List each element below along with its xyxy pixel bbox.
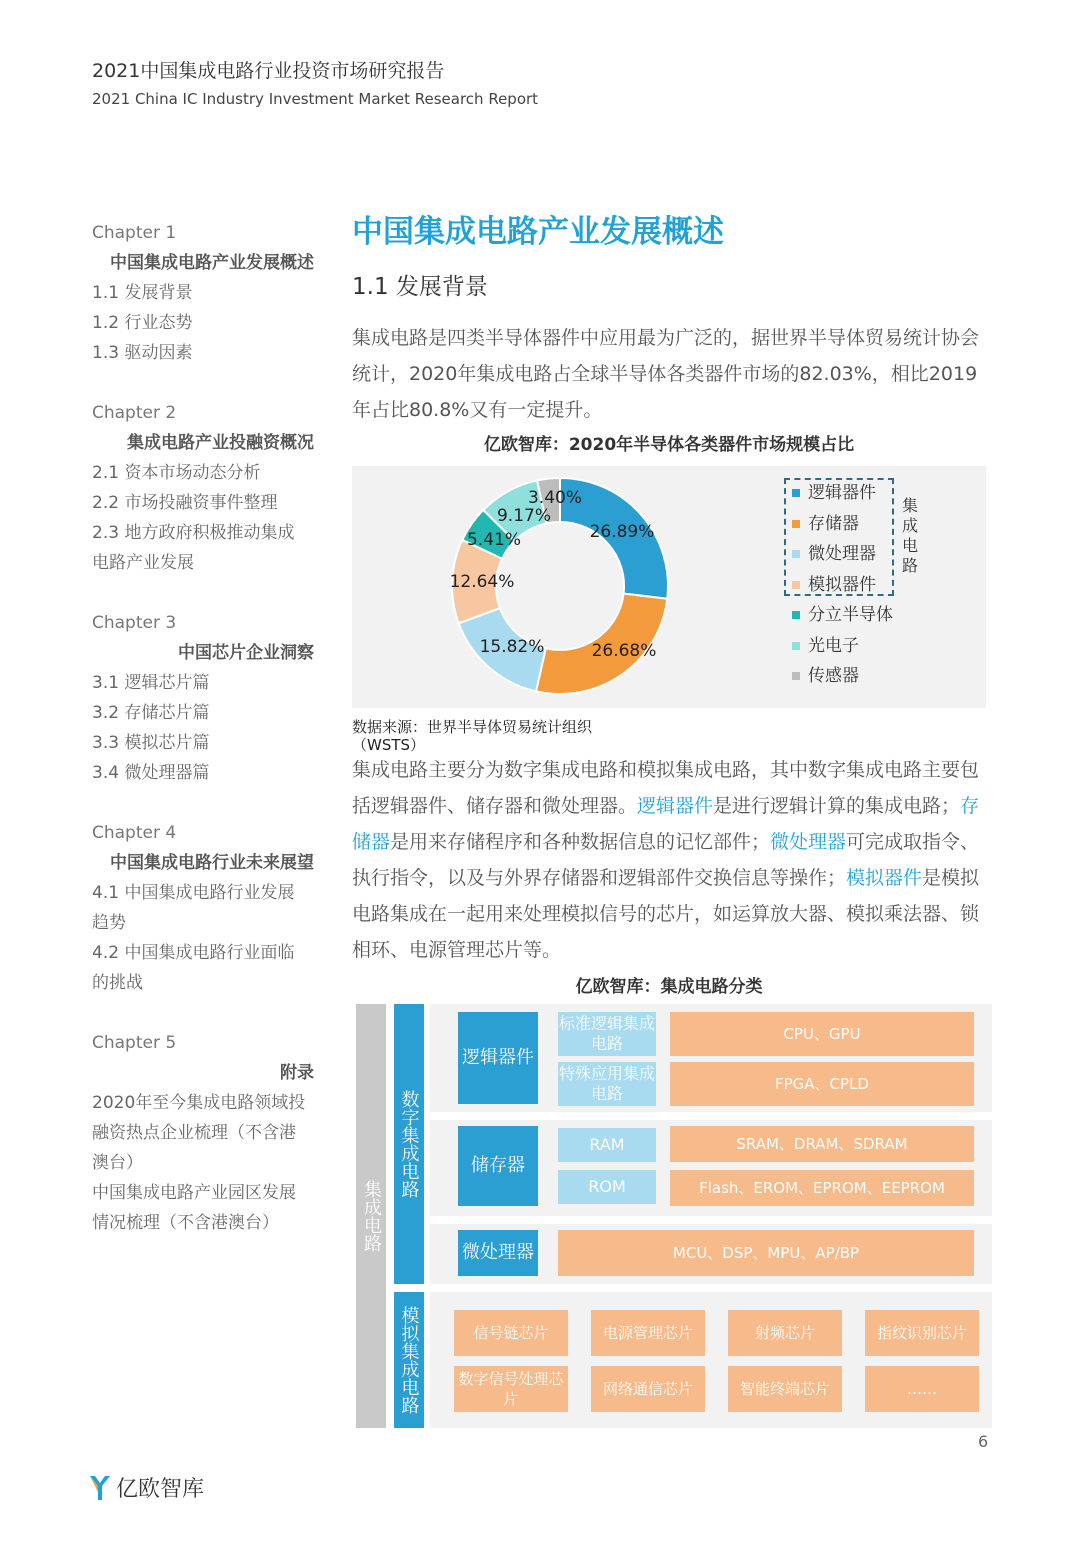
ram-box: RAM bbox=[558, 1128, 656, 1162]
highlight-analog: 模拟器件 bbox=[846, 867, 923, 889]
toc-item[interactable]: 4.2 中国集成电路行业面临 bbox=[92, 943, 295, 963]
toc-item[interactable]: 融资热点企业梳理（不含港 bbox=[92, 1123, 296, 1143]
toc-chapter-2-title[interactable]: 集成电路产业投融资概况 bbox=[127, 433, 314, 453]
logo-icon bbox=[88, 1474, 112, 1502]
memory-box: 储存器 bbox=[458, 1126, 538, 1206]
legend-swatch bbox=[792, 520, 800, 528]
diagram-title: 亿欧智库：集成电路分类 bbox=[575, 977, 763, 997]
toc-item[interactable]: 4.1 中国集成电路行业发展 bbox=[92, 883, 295, 903]
analog-chip-box: 电源管理芯片 bbox=[591, 1310, 705, 1356]
diagram-root bbox=[356, 1004, 386, 1428]
legend-swatch bbox=[792, 672, 800, 680]
slice-data-label: 26.68% bbox=[591, 641, 657, 661]
pie-chart bbox=[352, 466, 986, 708]
analog-chip-box: 智能终端芯片 bbox=[728, 1366, 842, 1412]
analog-chip-box: …… bbox=[865, 1366, 979, 1412]
legend-swatch bbox=[792, 550, 800, 558]
toc-item[interactable]: 3.3 模拟芯片篇 bbox=[92, 733, 210, 753]
asic-box: 特殊应用集成电路 bbox=[558, 1062, 656, 1106]
legend-label: 光电子 bbox=[808, 635, 859, 656]
slice-data-label: 5.41% bbox=[466, 530, 522, 550]
legend-item bbox=[792, 570, 893, 601]
slice-data-label: 26.89% bbox=[589, 522, 655, 542]
toc-item[interactable]: 2.1 资本市场动态分析 bbox=[92, 463, 261, 483]
legend-label: 模拟器件 bbox=[808, 574, 876, 595]
legend-swatch bbox=[792, 611, 800, 619]
brand-name: 亿欧智库 bbox=[116, 1477, 205, 1502]
analog-chip-box: 数字信号处理芯片 bbox=[454, 1366, 568, 1412]
rom-types-box: Flash、EROM、EPROM、EEPROM bbox=[670, 1170, 974, 1206]
fpga-cpld-box: FPGA、CPLD bbox=[670, 1062, 974, 1106]
digital-ic-label: 数字集成电路 bbox=[398, 1090, 420, 1198]
rom-box: ROM bbox=[558, 1170, 656, 1204]
toc-item[interactable]: 电路产业发展 bbox=[92, 553, 194, 573]
report-title-en: 2021 China IC Industry Investment Market Research Report bbox=[92, 90, 539, 108]
toc-item[interactable]: 1.1 发展背景 bbox=[92, 283, 193, 303]
brand-logo bbox=[88, 1472, 204, 1503]
text: 集成电路主要分为数字集成电路和模拟集成电路，其中数字集成电路主要包括逻辑器件、储存器和微处理器。 bbox=[352, 759, 980, 817]
toc-item[interactable]: 趋势 bbox=[92, 913, 126, 933]
intro-paragraph: 集成电路是四类半导体器件中应用最为广泛的，据世界半导体贸易统计协会统计，2020年集成电路占全球半导体各类器件市场的82.03%，相比2019年占比80.8%又有一定提升。 bbox=[352, 327, 980, 421]
legend-item bbox=[792, 661, 893, 692]
highlight-microprocessor: 微处理器 bbox=[770, 831, 847, 853]
legend-swatch bbox=[792, 642, 800, 650]
standard-logic-box: 标准逻辑集成电路 bbox=[558, 1012, 656, 1056]
toc-item[interactable]: 情况梳理（不含港澳台） bbox=[92, 1213, 279, 1233]
toc-item[interactable]: 2020年至今集成电路领域投 bbox=[92, 1093, 306, 1113]
toc-item[interactable]: 澳台） bbox=[92, 1153, 143, 1173]
data-source bbox=[352, 718, 592, 754]
analog-chip-box: 指纹识别芯片 bbox=[865, 1310, 979, 1356]
legend-label: 传感器 bbox=[808, 666, 859, 686]
microprocessor-box: 微处理器 bbox=[458, 1230, 538, 1276]
highlight-memory: 存储器 bbox=[352, 795, 980, 853]
toc-chapter-2[interactable]: Chapter 2 bbox=[92, 403, 177, 423]
toc-item[interactable]: 中国集成电路产业园区发展 bbox=[92, 1183, 296, 1203]
page-number: 6 bbox=[978, 1432, 989, 1451]
legend-swatch bbox=[792, 581, 800, 589]
logic-device-box: 逻辑器件 bbox=[458, 1012, 538, 1104]
data-source-line: 数据来源：世界半导体贸易统计组织 bbox=[352, 718, 593, 736]
toc-item[interactable]: 的挑战 bbox=[92, 973, 143, 993]
analog-chip-box: 射频芯片 bbox=[728, 1310, 842, 1356]
microprocessor-types-box: MCU、DSP、MPU、AP/BP bbox=[558, 1230, 974, 1276]
legend-item bbox=[792, 509, 893, 540]
toc-chapter-5[interactable]: Chapter 5 bbox=[92, 1033, 177, 1053]
text: 是进行逻辑计算的集成电路； bbox=[713, 795, 961, 817]
slice-data-label: 9.17% bbox=[496, 506, 552, 526]
text: 可完成取指令、执行指令，以及与外界存储器和逻辑部件交换信息等操作； bbox=[352, 831, 980, 889]
section-title: 1.1 发展背景 bbox=[352, 274, 488, 300]
toc-chapter-1[interactable]: Chapter 1 bbox=[92, 223, 177, 243]
legend-label: 微处理器 bbox=[808, 544, 876, 564]
legend-item bbox=[792, 478, 893, 509]
toc-item[interactable]: 2.3 地方政府积极推动集成 bbox=[92, 523, 295, 543]
legend-group-label: 集成电路 bbox=[902, 496, 919, 575]
legend-item bbox=[792, 600, 893, 631]
page-title: 中国集成电路产业发展概述 bbox=[352, 214, 724, 250]
slice-data-label: 3.40% bbox=[527, 488, 583, 508]
toc-item[interactable]: 1.3 驱动因素 bbox=[92, 343, 193, 363]
toc-item[interactable]: 3.1 逻辑芯片篇 bbox=[92, 673, 210, 693]
toc-item[interactable]: 3.2 存储芯片篇 bbox=[92, 703, 210, 723]
toc-item[interactable]: 3.4 微处理器篇 bbox=[92, 763, 210, 783]
analog-chip-box: 信号链芯片 bbox=[454, 1310, 568, 1356]
toc-chapter-1-title[interactable]: 中国集成电路产业发展概述 bbox=[110, 253, 314, 273]
report-title-cn: 2021中国集成电路行业投资市场研究报告 bbox=[92, 60, 445, 82]
toc-chapter-4[interactable]: Chapter 4 bbox=[92, 823, 177, 843]
cpu-gpu-box: CPU、GPU bbox=[670, 1012, 974, 1056]
toc-chapter-5-title[interactable]: 附录 bbox=[280, 1063, 314, 1083]
slice-data-label: 15.82% bbox=[479, 637, 545, 657]
ic-classification-diagram bbox=[356, 1004, 992, 1428]
legend-label: 分立半导体 bbox=[808, 605, 893, 625]
toc-item[interactable]: 1.2 行业态势 bbox=[92, 313, 193, 333]
chart-legend bbox=[792, 478, 893, 692]
legend-swatch bbox=[792, 489, 800, 497]
legend-label: 存储器 bbox=[808, 513, 859, 534]
text: 是模拟电路集成在一起用来处理模拟信号的芯片，如运算放大器、模拟乘法器、锁相环、电源管理芯片等。 bbox=[352, 867, 980, 961]
digital-ic-bar bbox=[394, 1004, 424, 1284]
data-source-line: （WSTS） bbox=[352, 736, 426, 754]
toc-chapter-4-title[interactable]: 中国集成电路行业未来展望 bbox=[110, 853, 314, 873]
table-of-contents bbox=[92, 218, 314, 1238]
text: 是用来存储程序和各种数据信息的记忆部件； bbox=[390, 831, 771, 853]
legend-item bbox=[792, 539, 893, 570]
analog-ic-bar bbox=[394, 1292, 424, 1428]
diagram-root-label: 集成电路 bbox=[361, 1180, 382, 1252]
analog-ic-label: 模拟集成电路 bbox=[398, 1306, 420, 1414]
highlight-logic: 逻辑器件 bbox=[637, 795, 714, 817]
legend-item bbox=[792, 631, 893, 662]
toc-item[interactable]: 2.2 市场投融资事件整理 bbox=[92, 493, 278, 513]
ram-types-box: SRAM、DRAM、SDRAM bbox=[670, 1126, 974, 1162]
toc-chapter-3[interactable]: Chapter 3 bbox=[92, 613, 177, 633]
analog-chip-box: 网络通信芯片 bbox=[591, 1366, 705, 1412]
pie-chart-title: 亿欧智库：2020年半导体各类器件市场规模占比 bbox=[483, 435, 855, 455]
legend-label: 逻辑器件 bbox=[808, 483, 876, 503]
classification-paragraph bbox=[352, 752, 992, 968]
slice-data-label: 12.64% bbox=[449, 572, 515, 592]
toc-chapter-3-title[interactable]: 中国芯片企业洞察 bbox=[178, 643, 314, 663]
